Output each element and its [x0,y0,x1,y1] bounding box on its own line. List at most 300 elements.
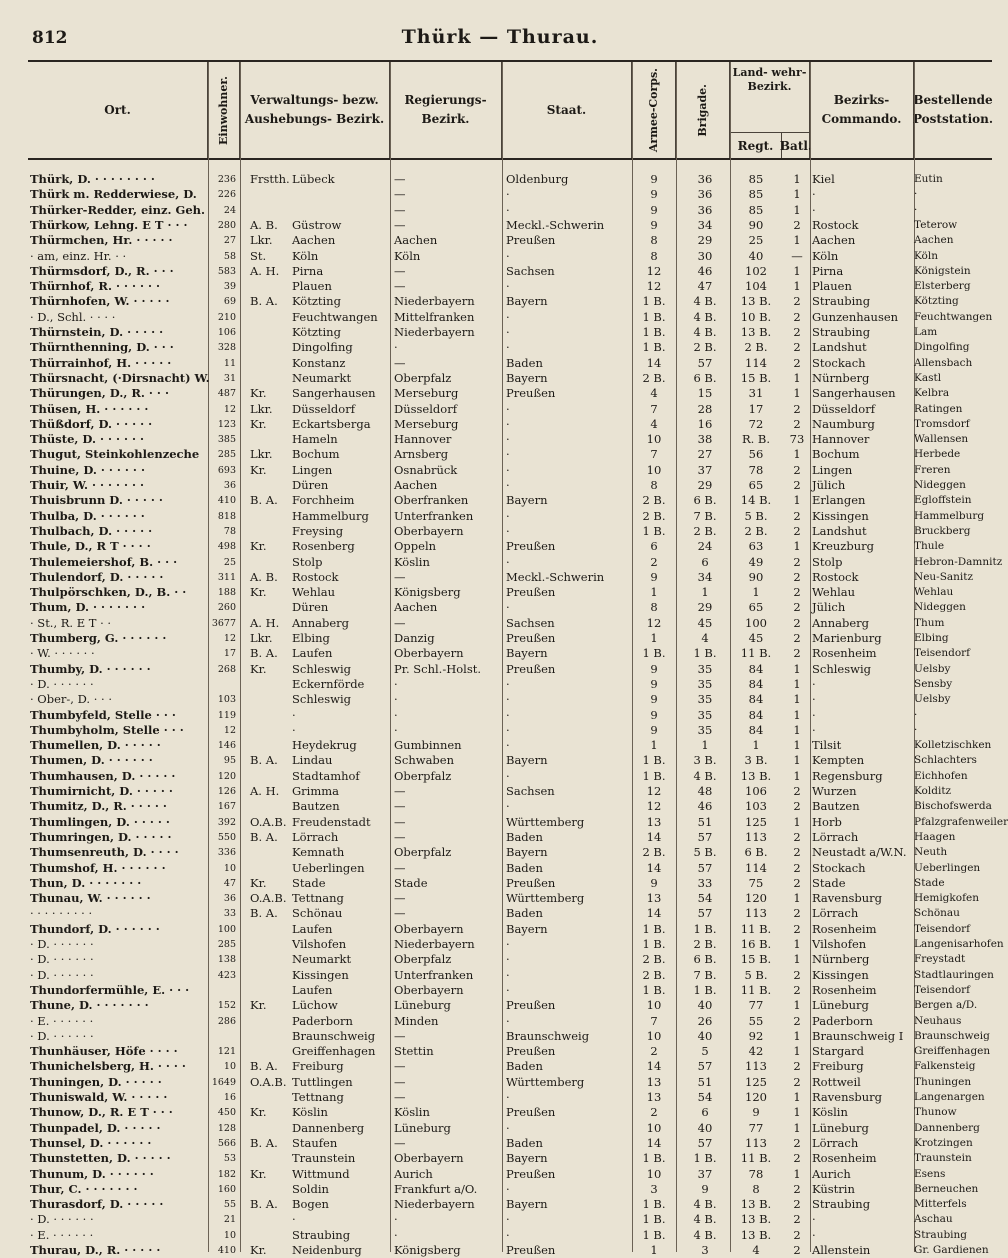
cell-bt: 1 [793,952,801,967]
col-staat [502,62,632,158]
cell-br: 15 [697,386,713,401]
cell-st: Baden [506,860,543,875]
cell-ew: 566 [217,1137,236,1149]
cell-vb2: Laufen [292,982,333,997]
cell-ort: · D. · · · · · · [30,676,94,691]
cell-ew: 16 [223,1092,236,1103]
cell-bp: Langenargen [914,1091,985,1103]
cell-vb1: Lkr. [250,447,273,462]
cell-ort: Thulendorf, D. · · · · · [30,569,164,584]
cell-ak: 10 [646,998,662,1013]
cell-vb1 [250,1090,292,1105]
cell-ew: 33 [223,908,236,920]
cell-rg: 90 [748,569,764,584]
cell-ak: 10 [646,432,662,447]
cell-ort: Thuir, W. · · · · · · · [30,478,145,492]
cell-vb2: Grimma [292,784,340,798]
cell-vb1: B. A. [250,1059,278,1074]
cell-rg: 13 B. [740,768,772,783]
cell-bc: · [812,187,816,202]
cell-vb2: Freysing [292,523,344,538]
cell-bc: Jülich [812,600,846,615]
cell-bc: Lüneburg [812,1120,869,1135]
cell-st: Württemberg [506,1074,585,1089]
cell-ak: 14 [646,829,662,844]
cell-bp: Thuningen [914,1075,972,1088]
cell-ew: 31 [223,372,236,384]
cell-ak: 12 [646,263,662,278]
cell-br: 4 B. [693,1212,717,1227]
cell-vb2: Bautzen [292,799,340,814]
cell-bp: Elbing [914,632,949,644]
table-row [28,1136,992,1151]
cell-ew [208,677,236,692]
cell-vb1 [250,1212,292,1227]
cell-bc: Nürnberg [812,370,870,385]
cell-rg: 13 B. [740,325,772,339]
cell-bt: 1 [793,539,801,554]
cell-st: · [506,600,510,615]
cell-bp: Braunschweig [914,1029,990,1042]
table-row [28,631,992,646]
cell-bp: Traunstein [914,1152,972,1165]
cell-ak: 9 [650,202,658,217]
cell-ort: Thumhausen, D. · · · · · [30,768,176,783]
cell-bt: 2 [793,355,801,370]
cell-ak: 10 [646,1166,662,1181]
cell-br: 6 B. [693,370,717,385]
cell-vb1: B. A. [250,829,278,844]
cell-bc: Regensburg [812,768,883,783]
cell-st: Baden [506,906,543,921]
cell-bc: Straubing [812,325,871,339]
cell-rg: 104 [745,279,767,294]
cell-ort: Thundorf, D. · · · · · · [30,921,160,936]
cell-bp: Neuth [914,846,948,859]
cell-bp: Uelsby [914,693,951,706]
cell-ak: 2 B. [642,967,666,982]
cell-bc: Naumburg [812,416,875,431]
cell-ort: Thulba, D. · · · · · · [30,508,145,523]
cell-bp: Teisendorf [914,922,971,935]
cell-ak: 1 B. [642,1151,666,1166]
cell-vb2: Güstrow [292,217,342,232]
cell-ak: 2 [650,1105,658,1120]
table-row [28,187,992,202]
cell-st: · [506,952,510,967]
cell-vb1 [250,325,292,340]
table-row [28,1167,992,1182]
cell-vb1: B. A. [250,646,278,661]
cell-ort: Thune, D. · · · · · · · [30,998,149,1013]
cell-bp: Nideggen [914,479,966,491]
cell-br: 4 B. [693,1197,717,1212]
cell-rg: 6 B. [744,845,768,860]
cell-bp: Dannenberg [914,1121,980,1134]
cell-st: · [506,401,510,416]
table-row [28,799,992,814]
cell-vb1: O.A.B. [250,814,287,829]
cell-vb2: Freiburg [292,1059,344,1074]
cell-ak: 12 [646,784,662,798]
cell-bp: Berneuchen [914,1182,979,1195]
cell-rb: Oppeln [394,539,437,554]
cell-bt: 2 [793,1212,801,1227]
cell-st: Sachsen [506,615,555,630]
cell-bt: 2 [793,585,801,600]
cell-vb1: Kr. [250,875,267,890]
cell-bc: Stade [812,875,846,890]
cell-st: Sachsen [506,784,555,798]
cell-bc: Wurzen [812,784,857,798]
cell-bc: Sangerhausen [812,386,896,401]
cell-bt: 1 [793,202,801,217]
cell-st: · [506,1120,510,1135]
cell-bp: Langenisarhofen [914,938,1004,950]
cell-ak: 8 [650,233,658,248]
cell-vb1 [250,340,292,355]
cell-st: Bayern [506,753,548,768]
cell-st: Meckl.-Schwerin [506,217,605,232]
cell-bt: 2 [793,1243,801,1257]
cell-bt: 1 [793,937,801,951]
cell-vb2: Annaberg [292,615,350,630]
cell-vb1 [250,279,292,294]
cell-vb2: Pirna [292,263,324,278]
page-header [0,22,1000,54]
table-row [28,493,992,508]
cell-ort: Thürungen, D., R. · · · [30,386,169,401]
cell-vb2: Schleswig [292,661,351,676]
cell-bc: Jülich [812,478,846,492]
cell-rb: · [394,340,398,355]
cell-ak: 13 [646,1090,662,1104]
cell-rg: 11 B. [740,646,772,661]
cell-bc: Bautzen [812,799,860,814]
table-row [28,677,992,692]
cell-vb2: Forchheim [292,493,355,508]
cell-rg: 1 [752,738,760,753]
cell-bp: Falkensteig [914,1060,976,1073]
cell-bp: Uelsby [914,662,951,675]
table-row [28,753,992,768]
cell-bt: 2 [793,921,801,936]
table-row [28,600,992,615]
cell-rb: Danzig [394,631,435,645]
cell-br: 4 B. [693,309,717,324]
cell-bp: Freystadt [914,953,966,966]
cell-ew: 11 [223,357,236,369]
cell-rg: 84 [748,722,764,737]
cell-ew: 818 [217,510,236,522]
table-row [28,264,992,279]
cell-ak: 9 [650,676,658,691]
cell-ort: Thunhäuser, Höfe · · · · [30,1044,178,1059]
cell-vb2: Neidenburg [292,1243,362,1257]
cell-ak: 1 B. [642,325,666,339]
cell-br: 40 [697,998,713,1013]
cell-ew: 260 [217,602,236,614]
cell-ew: 167 [217,801,236,813]
cell-bc: Köslin [812,1105,848,1120]
cell-rb: Aachen [394,478,438,492]
cell-ak: 9 [650,875,658,890]
cell-bt: 2 [793,1197,801,1212]
cell-br: 48 [697,784,713,798]
cell-bp: Stadtlauringen [914,968,994,981]
cell-ew: 25 [223,556,236,568]
cell-br: 33 [697,875,713,890]
cell-st: · [506,722,510,737]
cell-ew: 210 [217,311,236,323]
cell-bt: 2 [793,1151,801,1166]
cell-bp: Neuhaus [914,1014,962,1027]
cell-br: 3 [701,1243,709,1257]
cell-ew: 392 [217,816,236,828]
cell-rb: — [394,1059,406,1074]
cell-rb: Köln [394,248,421,263]
cell-bt: 2 [793,906,801,921]
cell-ew: 336 [217,847,236,859]
cell-rb: Unterfranken [394,508,474,523]
cell-rb: Niederbayern [394,1197,475,1212]
cell-bc: Plauen [812,279,852,294]
cell-ew: 693 [217,464,236,476]
cell-br: 46 [697,263,713,278]
cell-vb2: Eckernförde [292,676,365,691]
cell-ew: 311 [217,571,236,583]
table-row [28,1197,992,1212]
cell-bt: 2 [793,875,801,890]
cell-bt: 1 [793,722,801,737]
cell-ew: 138 [217,954,236,966]
table-row [28,998,992,1013]
cell-bt: 1 [793,753,801,768]
cell-ort: Thürk m. Redderwiese, D. [30,187,197,202]
cell-rb: — [394,814,406,829]
cell-ak: 1 B. [642,753,666,768]
cell-ew: 36 [223,893,236,905]
cell-rb: — [394,217,406,232]
cell-rg: 11 B. [740,1151,772,1166]
cell-ew [208,983,236,998]
cell-br: 29 [697,600,713,615]
cell-vb1: O.A.B. [250,1074,287,1089]
cell-bc: Rosenheim [812,646,877,661]
cell-vb2: Aachen [292,233,336,248]
cell-rg: 65 [748,478,764,492]
cell-bc: Landshut [812,523,867,538]
cell-vb2: · [292,1212,296,1227]
cell-vb1: O.A.B. [250,891,287,906]
cell-bt: 1 [793,676,801,691]
cell-st: Meckl.-Schwerin [506,569,605,584]
cell-vb2: Laufen [292,646,333,661]
cell-rg: 78 [748,1166,764,1181]
cell-bc: · [812,1227,816,1242]
cell-br: 9 [701,1181,709,1196]
cell-rg: 90 [748,217,764,232]
cell-bc: Pirna [812,263,844,278]
cell-bc: Bochum [812,447,860,462]
cell-ew: 47 [223,877,236,889]
table-row [28,1121,992,1136]
cell-vb2: Ueberlingen [292,860,365,875]
cell-br: 45 [697,615,713,630]
cell-ort: · D. · · · · · · [30,952,94,967]
cell-ew: 182 [217,1168,236,1180]
cell-st: Preußen [506,1044,556,1059]
cell-ew: 103 [217,694,236,706]
cell-vb2: Kissingen [292,967,349,982]
cell-ort: Thürk, D. · · · · · · · · [30,172,155,186]
cell-br: 28 [697,401,713,416]
cell-rg: 114 [745,860,767,875]
cell-vb2: Wittmund [292,1166,350,1181]
cell-ak: 1 B. [642,523,666,538]
cell-bp: Nideggen [914,601,966,614]
cell-bt: 2 [793,1059,801,1074]
cell-br: 6 [701,1105,709,1120]
cell-rb: · [394,692,398,707]
cell-bp: Herbede [914,448,961,461]
cell-bc: Erlangen [812,493,866,508]
cell-rb: — [394,1028,406,1043]
cell-ak: 2 B. [642,370,666,385]
cell-rg: 9 [752,1105,760,1120]
cell-ort: Thürnhof, R. · · · · · · [30,279,161,294]
cell-bt: 2 [793,569,801,584]
cell-ort: Thulpörschken, D., B. · · [30,585,187,600]
cell-rb: Oberpfalz [394,370,452,385]
cell-vb1 [250,983,292,998]
cell-bt: 1 [793,1166,801,1181]
cell-bc: Kissingen [812,967,869,982]
cell-ew: 487 [217,388,236,400]
cell-bp: Gr. Gardienen [914,1244,989,1256]
cell-ak: 12 [646,799,662,814]
cell-bc: Stolp [812,554,843,569]
cell-bp: · [914,723,918,736]
cell-st: Preußen [506,1243,556,1257]
table-row [28,1151,992,1166]
cell-bp: Egloffstein [914,494,972,507]
table-row [28,325,992,340]
table-row [28,906,992,921]
cell-ort: · · · · · · · · · [30,906,93,921]
cell-rg: 42 [748,1044,764,1059]
cell-st: Preußen [506,1166,556,1181]
cell-ort: Thunum, D. · · · · · · [30,1166,154,1181]
cell-ew: 12 [223,403,236,415]
table-row [28,509,992,524]
cell-br: 46 [697,799,713,814]
cell-bt: 1 [793,1028,801,1043]
cell-rg: 113 [745,1059,767,1074]
cell-rb: Oberbayern [394,646,464,661]
cell-br: 40 [697,1028,713,1043]
cell-rg: 15 B. [740,952,772,967]
table-row [28,830,992,845]
cell-br: 34 [697,217,713,232]
cell-bc: Aachen [812,233,856,248]
cell-rb: Osnabrück [394,462,458,477]
cell-bp: Bergen a/D. [914,999,978,1012]
cell-st: · [506,1013,510,1028]
table-row [28,1182,992,1197]
col-staat-label: Staat. [546,102,587,117]
cell-br: 47 [697,279,713,294]
cell-rg: 14 B. [740,493,772,508]
cell-bc: Rosenheim [812,921,877,936]
cell-ew: 385 [217,434,236,446]
cell-bc: Stargard [812,1044,864,1059]
col-verwaltung-label: Verwaltungs- bezw. Aushebungs- Bezirk. [244,93,385,126]
table-row [28,723,992,738]
cell-vb2: Lörrach [292,829,339,844]
cell-ak: 10 [646,1028,662,1043]
cell-vb2: Schönau [292,906,343,921]
cell-bc: Ravensburg [812,891,883,906]
cell-br: 29 [697,478,713,492]
cell-st: Bayern [506,646,548,661]
col-regierung-label: Regierungs- Bezirk. [404,93,487,126]
cell-ort: Thunsel, D. · · · · · · [30,1135,152,1150]
cell-vb2: Feuchtwangen [292,309,378,324]
cell-rb: Merseburg [394,386,459,401]
cell-vb1 [250,723,292,738]
cell-bc: Landshut [812,340,867,355]
cell-st: Baden [506,355,543,370]
cell-ew: 286 [217,1015,236,1027]
cell-ew: 3677 [211,617,236,629]
cell-bc: Freiburg [812,1059,864,1074]
cell-rg: 120 [745,891,767,906]
cell-vb1: A. H. [250,784,280,798]
cell-bc: Marienburg [812,631,882,645]
cell-rb: · [394,1212,398,1227]
table-row [28,310,992,325]
cell-rb: — [394,569,406,584]
cell-bp: Hemigkofen [914,892,979,905]
cell-vb2: · [292,722,296,737]
cell-vb1 [250,310,292,325]
cell-rg: 25 [748,233,764,248]
cell-vb1: Kr. [250,539,267,554]
cell-rg: 17 [748,401,764,416]
cell-bt: 1 [793,279,801,294]
cell-vb2: Stade [292,875,326,890]
cell-ak: 14 [646,906,662,921]
cell-bc: · [812,1212,816,1227]
cell-bp: Freren [914,463,951,476]
table-row [28,447,992,462]
cell-vb1: A. H. [250,263,280,278]
cell-bt: 1 [793,814,801,829]
cell-ort: Thuniswald, W. · · · · · [30,1090,168,1104]
table-row [28,218,992,233]
cell-bc: Hannover [812,432,870,447]
cell-br: 6 B. [693,493,717,508]
cell-rg: 55 [748,1013,764,1028]
cell-vb1 [250,1182,292,1197]
cell-vb2: Staufen [292,1135,338,1150]
cell-bt: 2 [793,1227,801,1242]
cell-vb1 [250,203,292,218]
table-row [28,692,992,707]
cell-st: · [506,187,510,202]
col-bezirkscommando [810,62,914,158]
